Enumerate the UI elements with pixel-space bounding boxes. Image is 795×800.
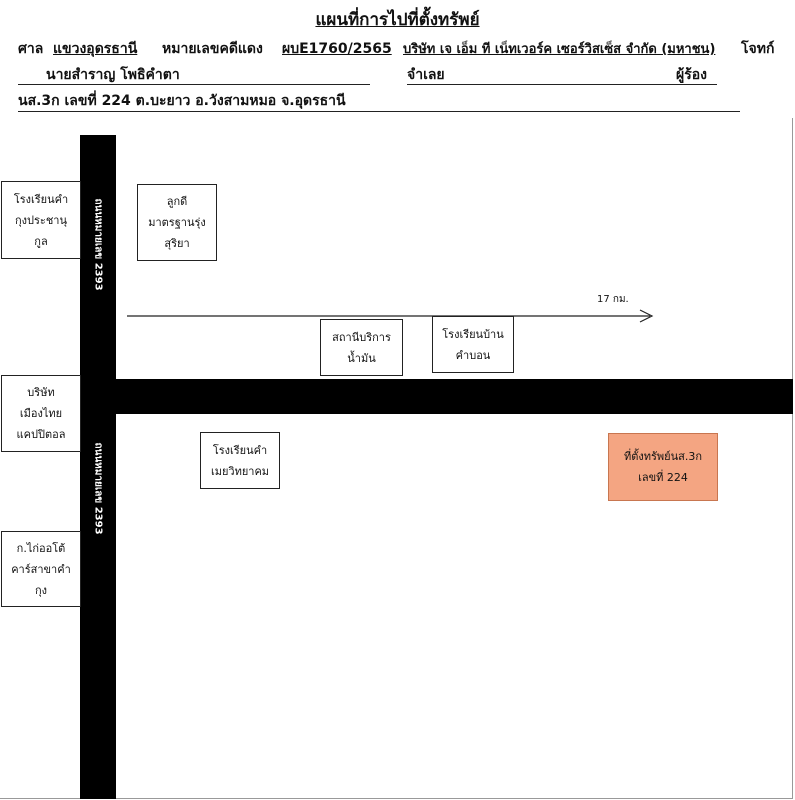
place-kham-mei-school: โรงเรียนคำ เมยวิทยาคม	[200, 432, 280, 489]
place-school-kumprachanukul: โรงเรียนคำ กุงประชานุ กูล	[1, 181, 81, 259]
place-ko-auto-car: ก.ไก่ออโต้ คาร์สาขาคำ กุง	[1, 531, 81, 607]
role-underline	[407, 84, 717, 85]
case-number: ผบE1760/2565	[282, 41, 392, 57]
place-mueangthai-capital: บริษัท เมืองไทย แคปปิตอล	[1, 375, 81, 452]
court-label: ศาล	[18, 41, 44, 57]
map-title: แผนที่การไปที่ตั้งทรัพย์	[315, 10, 480, 30]
property-location: นส.3ก เลขที่ 224 ต.บะยาว อ.วังสามหมอ จ.อุดรธานี	[18, 93, 346, 109]
defendant-role: จำเลย	[407, 67, 445, 83]
road-label-upper: ถนนหมายเลข 2393	[92, 198, 104, 291]
case-label: หมายเลขคดีแดง	[162, 41, 263, 57]
court-name: แขวงอุดรธานี	[53, 41, 138, 57]
place-lukdi-school: ลูกดี มาตรฐานรุ่ง สุริยา	[137, 184, 217, 261]
property-marker: ที่ตั้งทรัพย์นส.3ก เลขที่ 224	[608, 433, 718, 501]
place-gas-station: สถานีบริการ น้ำมัน	[320, 319, 403, 376]
plaintiff-name: บริษัท เจ เอ็ม ที เน็ทเวอร์ค เซอร์วิสเซ็ส จำกัด (มหาชน)	[403, 42, 716, 57]
road-label-lower: ถนนหมายเลข 2393	[92, 442, 104, 535]
location-underline	[18, 111, 740, 112]
applicant-role: ผู้ร้อง	[676, 67, 707, 83]
defendant-name: นายสำราญ โพธิคำตา	[46, 67, 180, 83]
distance-label: 17 กม.	[597, 294, 629, 305]
defendant-underline	[18, 84, 370, 85]
road-horizontal	[80, 379, 793, 414]
plaintiff-role: โจทก์	[741, 41, 775, 57]
place-ban-kambon-school: โรงเรียนบ้าน คำบอน	[432, 316, 514, 373]
